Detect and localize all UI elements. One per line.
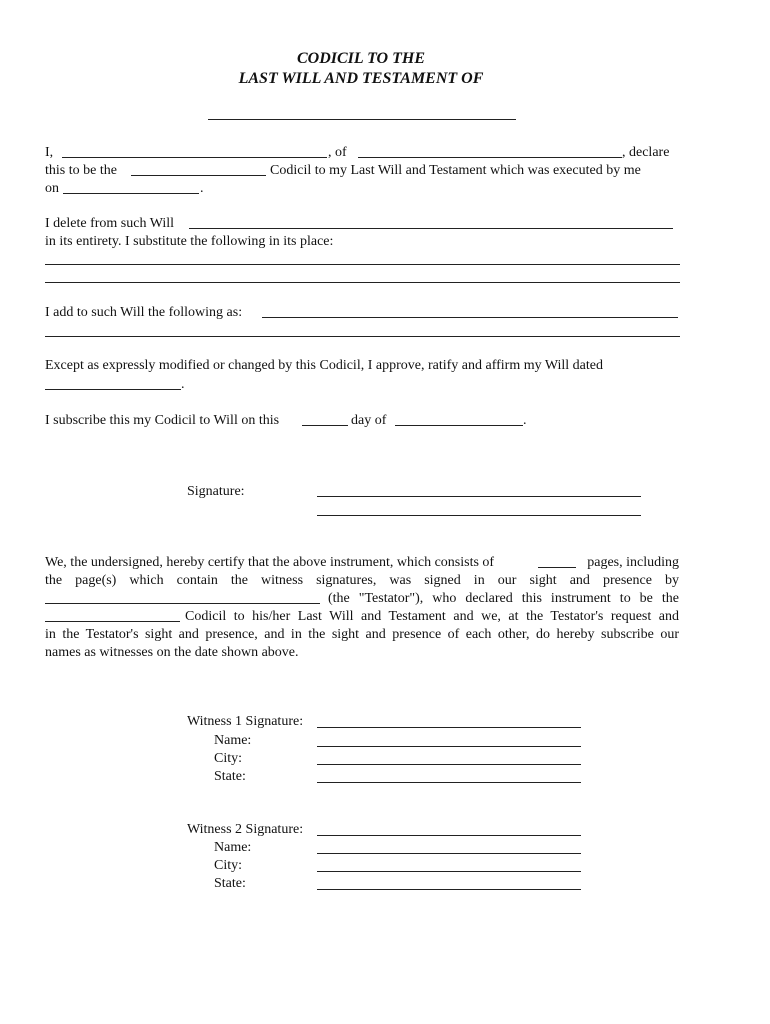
except-text: Except as expressly modified or changed by this Codicil, I approve, ratify and affirm my Will dated — [45, 358, 603, 373]
substitute-line-2[interactable] — [45, 282, 680, 283]
testator-name-blank[interactable] — [208, 119, 516, 120]
cert-line-4: Codicil to his/her Last Will and Testament and we, at the Testator's request and — [185, 609, 679, 624]
subscribe-period: . — [523, 413, 527, 428]
cert-line-2: the page(s) which contain the witness signatures, was signed in our sight and presence by — [45, 573, 679, 588]
cert-ordinal-blank[interactable] — [45, 621, 180, 622]
except-period: . — [181, 377, 185, 392]
cert-testator-blank[interactable] — [45, 603, 320, 604]
witness2-city-line[interactable] — [317, 871, 581, 872]
witness2-state-label: State: — [214, 876, 246, 891]
witness1-state-line[interactable] — [317, 782, 581, 783]
add-line-2[interactable] — [45, 336, 680, 337]
declaration-this-to-be: this to be the — [45, 163, 117, 178]
witness1-name-line[interactable] — [317, 746, 581, 747]
delete-substitute-text: in its entirety. I substitute the following in its place: — [45, 234, 334, 249]
subscribe-text: I subscribe this my Codicil to Will on this — [45, 413, 280, 428]
substitute-line-1[interactable] — [45, 264, 680, 265]
cert-line-3: (the "Testator"), who declared this instrument to be the — [328, 591, 679, 606]
cert-line-6: names as witnesses on the date shown above. — [45, 645, 299, 660]
witness2-state-line[interactable] — [317, 889, 581, 890]
declaration-of: , of — [328, 145, 347, 160]
witness1-city-line[interactable] — [317, 764, 581, 765]
witness1-name-label: Name: — [214, 733, 252, 748]
title-line-1: CODICIL TO THE — [296, 50, 425, 67]
witness2-signature-label: Witness 2 Signature: — [187, 822, 304, 837]
add-line-1[interactable] — [262, 317, 678, 318]
witness2-city-label: City: — [214, 858, 243, 873]
delete-article-blank[interactable] — [189, 228, 673, 229]
cert-line-5: in the Testator's sight and presence, and in the sight and presence of each other, do hereby subscribe our — [45, 627, 679, 642]
add-label: I add to such Will the following as: — [45, 305, 243, 320]
declarant-name-blank[interactable] — [62, 157, 327, 158]
signature-line-2[interactable] — [317, 515, 641, 516]
declaration-codicil-text: Codicil to my Last Will and Testament which was executed by me — [270, 163, 641, 178]
declaration-period: . — [200, 181, 204, 196]
signature-label: Signature: — [187, 484, 245, 499]
cert-line-1b: pages, including — [587, 555, 679, 570]
delete-label: I delete from such Will — [45, 216, 175, 231]
witness2-name-label: Name: — [214, 840, 252, 855]
declaration-declare: , declare — [622, 145, 670, 160]
witness1-signature-label: Witness 1 Signature: — [187, 714, 304, 729]
subscribe-day-blank[interactable] — [302, 425, 348, 426]
declarant-city-blank[interactable] — [358, 157, 622, 158]
witness1-city-label: City: — [214, 751, 243, 766]
witness1-state-label: State: — [214, 769, 246, 784]
except-will-date-blank[interactable] — [45, 389, 181, 390]
cert-pages-blank[interactable] — [538, 567, 576, 568]
witness2-signature-line[interactable] — [317, 835, 581, 836]
witness2-name-line[interactable] — [317, 853, 581, 854]
subscribe-day-of: day of — [351, 413, 387, 428]
cert-line-1a: We, the undersigned, hereby certify that the above instrument, which consists of — [45, 555, 495, 570]
codicil-ordinal-blank[interactable] — [131, 175, 266, 176]
declaration-i: I, — [45, 145, 54, 160]
signature-line-1[interactable] — [317, 496, 641, 497]
declaration-on: on — [45, 181, 59, 196]
will-date-blank[interactable] — [63, 193, 199, 194]
title-line-2: LAST WILL AND TESTAMENT OF — [238, 70, 484, 87]
witness1-signature-line[interactable] — [317, 727, 581, 728]
subscribe-month-blank[interactable] — [395, 425, 523, 426]
